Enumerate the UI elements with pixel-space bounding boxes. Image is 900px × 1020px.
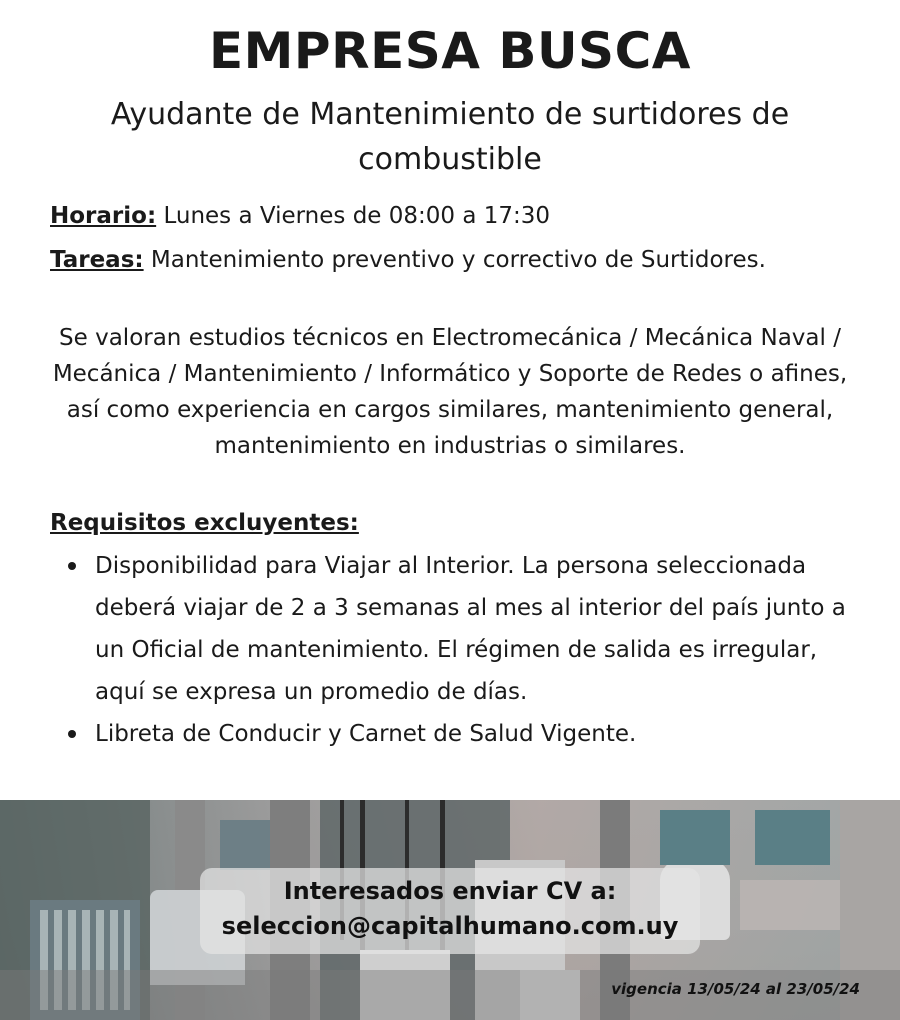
contact-email[interactable]: seleccion@capitalhumano.com.uy xyxy=(221,912,679,940)
job-title: Ayudante de Mantenimiento de surtidores de combustible xyxy=(110,97,790,177)
bullet-icon xyxy=(68,562,76,570)
tareas-line xyxy=(50,242,850,278)
horario-value: Lunes a Viernes de 08:00 a 17:30 xyxy=(156,203,551,229)
validity-dates: vigencia 13/05/24 al 23/05/24 xyxy=(611,980,860,998)
bullet-icon xyxy=(68,730,76,738)
valued-studies-text: Se valoran estudios técnicos en Electromecánica / Mecánica Naval / Mecánica / Mantenimiento / Informático y Soporte de Redes o afines, así como experiencia en cargos similares, mantenimiento general, mantenimiento en industrias o similares. xyxy=(52,325,848,459)
tareas-label: Tareas: xyxy=(50,247,144,273)
requirements-list xyxy=(50,545,860,755)
requirements-heading: Requisitos excluyentes: xyxy=(50,510,359,536)
requirement-text: Libreta de Conducir y Carnet de Salud Vigente. xyxy=(95,721,637,747)
tareas-value: Mantenimiento preventivo y correctivo de Surtidores. xyxy=(143,247,766,273)
requirement-text: Disponibilidad para Viajar al Interior. La persona seleccionada deberá viajar de 2 a 3 semanas al mes al interior del país junto a un Oficial de mantenimiento. El régimen de salida es irregular, aquí se expresa un promedio de días. xyxy=(95,553,846,705)
contact-instruction: Interesados enviar CV a: xyxy=(283,877,617,905)
horario-line xyxy=(50,198,850,234)
requirement-item xyxy=(50,713,860,755)
headline: EMPRESA BUSCA xyxy=(209,22,691,80)
horario-label: Horario: xyxy=(50,203,157,229)
requirement-item xyxy=(50,545,860,713)
